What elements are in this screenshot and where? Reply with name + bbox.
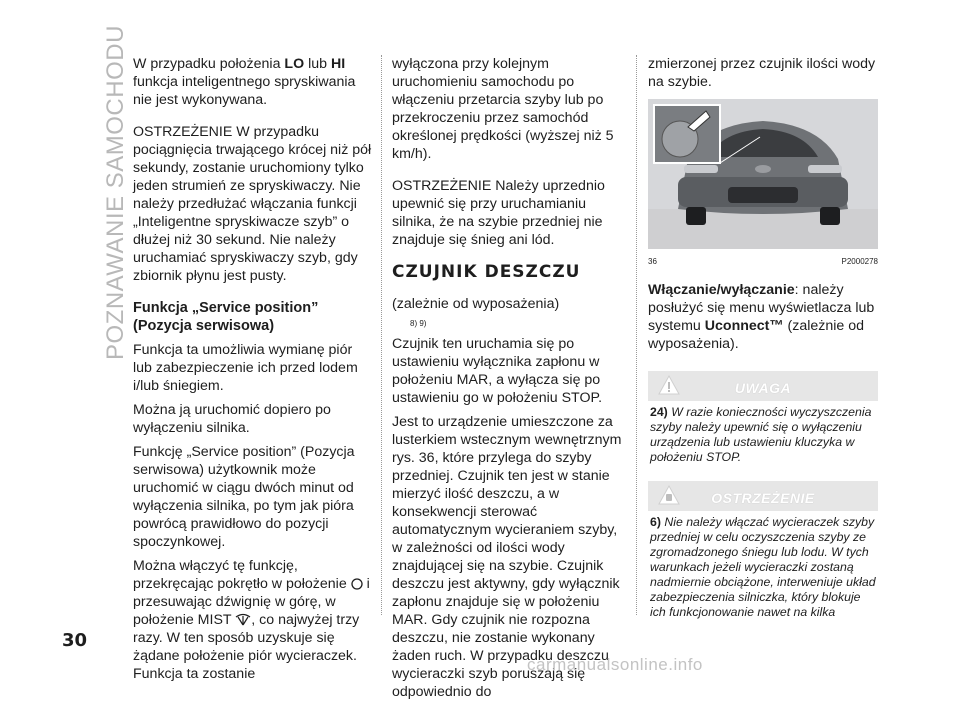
paragraph-warning-note: OSTRZEŻENIE W przypadku pociągnięcia trwającego krócej niż pół sekundy, zostanie uruchomiony tylko jeden strumień ze spryskiwaczy. Nie należy przedłużać włączania funkcji „Inteligentne spryskiwacze szyb” o dłużej niż 30 sekund. Nie należy uruchamiać spryskiwaczy szyb, gdy zbiornik płynu jest pusty. (133, 124, 372, 284)
paragraph: Można włączyć tę funkcję, przekręcając pokrętło w położenie i przesuwając dźwignię w górę, w położenie MIST , co najwyżej trzy razy. W ten sposób uzyskuje się żądane położenie piór wycieraczek. Funkcja ta zostanie (133, 558, 370, 682)
caution-title: OSTRZEŻENIE (711, 490, 815, 506)
paragraph: Czujnik ten uruchamia się po ustawieniu wyłącznika zapłonu w położeniu MAR, a wyłącza się po ustawieniu go w położeniu STOP. (392, 336, 603, 406)
service-position-heading: Funkcja „Service position” (Pozycja serwisowa) (133, 300, 319, 334)
paragraph: Jest to urządzenie umieszczone za lusterkiem wstecznym wewnętrznym rys. 36, które przylega do szyby przedniej. Czujnik ten jest w stanie mierzyć ilość deszczu, a w konsekwencji sterować automatycznym wycieraniem szyby, w zależności od ilości wody znajdującej się na szybie. Czujnik deszczu jest aktywny, gdy wyłącznik zapłonu znajduje się w położeniu MAR. Gdy czujnik nie rozpozna deszczu, nie zostanie wykonany żaden ruch. W przypadku deszczu wycieraczki szyb poruszają się odpowiednio do (392, 414, 622, 700)
lo-label: LO (284, 56, 305, 72)
warning-body: 24) W razie konieczności wyczyszczenia szyby należy upewnić się o wyłączeniu urządzenia lub ustawieniu kluczyka w położeniu STOP. (650, 405, 872, 464)
caution-box-header (648, 481, 878, 511)
paragraph: zmierzonej przez czujnik ilości wody na szybie. (648, 56, 876, 90)
rain-sensor-heading: CZUJNIK DESZCZU (392, 262, 581, 282)
caution-body: 6) Nie należy włączać wycieraczek szyby przedniej w celu oczyszczenia szyby ze zgromadzonego śniegu lub lodu. W tych warunkach jeżeli wycieraczki zostaną nadmiernie obciążone, interweniuje układ zabezpieczenia silniczka, który blokuje ich funkcjonowanie nawet na kilka (650, 515, 876, 619)
column-divider (636, 55, 637, 615)
mist-wiper-icon (235, 613, 251, 627)
paragraph: wyłączona przy kolejnym uruchomieniu samochodu po włączeniu przetarcia szyby lub po przekroczeniu przez samochód określonej prędkości (wyższej niż 5 km/h). (392, 56, 614, 162)
paragraph: Można ją uruchomić dopiero po wyłączeniu silnika. (133, 402, 331, 436)
reference-marks: 8) 9) (410, 319, 427, 328)
warning-title: UWAGA (734, 380, 792, 396)
column-2 (392, 55, 622, 707)
section-title (80, 25, 129, 360)
figure-car-front-image (648, 99, 878, 249)
page-number: 30 (62, 630, 88, 651)
figure-code: P2000278 (841, 257, 878, 266)
hi-label: HI (330, 56, 346, 72)
warning-number: 24) (650, 405, 668, 419)
off-position-icon (351, 578, 363, 590)
paragraph: Funkcję „Service position” (Pozycja serwisowa) użytkownik może uruchomić w ciągu dwóch minut od wyłączenia silnika, po tym jak pióra powrócą prawidłowo do pozycji spoczynkowej. (133, 444, 355, 550)
paragraph: Funkcja ta umożliwia wymianę piór lub zabezpieczenie ich przed lodem i/lub śniegiem. (133, 342, 358, 394)
caution-number: 6) (650, 515, 661, 529)
section-title-text: POZNAWANIE SAMOCHODU (102, 25, 129, 360)
subheading: (zależnie od wyposażenia) (392, 296, 560, 312)
paragraph-warning-note: OSTRZEŻENIE Należy uprzednio upewnić się przy uruchamianiu silnika, że na szybie przedniej nie znajduje się śnieg ani lód. (392, 178, 605, 248)
warning-box-header (648, 371, 878, 401)
figure-number: 36 (648, 257, 657, 266)
figure-caption (648, 253, 878, 271)
column-1 (133, 55, 373, 689)
watermark: carmanualsonline.info (527, 655, 703, 674)
car-front-illustration (648, 99, 878, 249)
paragraph: Włączanie/wyłączanie: należy posłużyć się menu wyświetlacza lub systemu Uconnect™ (zależnie od wyposażenia). (648, 282, 875, 352)
column-divider (381, 55, 382, 615)
column-3 (648, 55, 878, 620)
paragraph: W przypadku położenia LO lub HI funkcja inteligentnego spryskiwania nie jest wykonywana. (133, 56, 356, 108)
